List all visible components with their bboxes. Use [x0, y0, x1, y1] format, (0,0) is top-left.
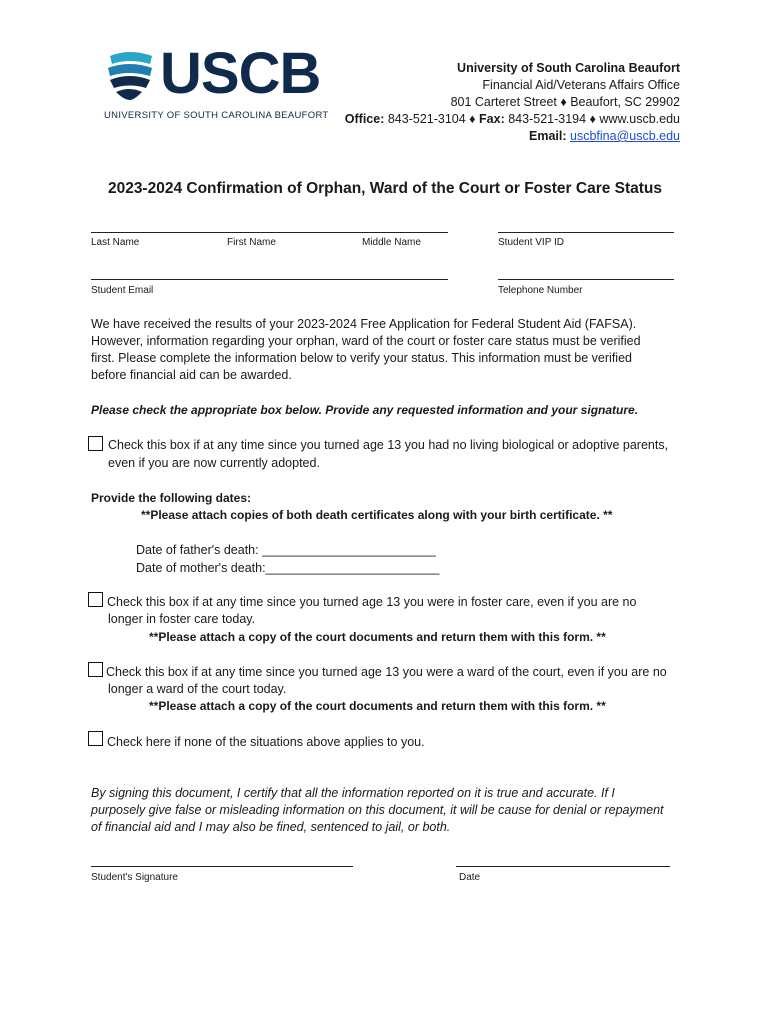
ward-of-court-checkbox[interactable]: [88, 662, 103, 677]
ward-text: Check this box if at any time since you turned age 13 you were a ward of the court, even if you are no: [106, 665, 667, 679]
signature-line[interactable]: [91, 866, 353, 867]
foster-text: longer in foster care today.: [108, 612, 256, 626]
wave-emblem-icon: [104, 50, 156, 100]
intro-line: We have received the results of your 2023-2024 Free Application for Federal Student Aid (FAFSA).: [91, 317, 637, 331]
ward-text: longer a ward of the court today.: [108, 682, 287, 696]
phone-line: [345, 111, 680, 128]
orphan-checkbox[interactable]: [88, 436, 103, 451]
intro-line: first. Please complete the information below to verify your status. This information must be verified: [91, 351, 632, 365]
first-name-label: First Name: [227, 237, 276, 248]
name-line[interactable]: [91, 232, 448, 233]
attach-death-note: **Please attach copies of both death certificates along with your birth certificate. **: [141, 508, 613, 522]
foster-text: Check this box if at any time since you turned age 13 you were in foster care, even if you are no: [107, 595, 637, 609]
certification-line: purposely give false or misleading information on this document, it will be cause for denial or repayment: [91, 803, 664, 817]
certification-line: of financial aid and I may also be fined, sentenced to jail, or both.: [91, 820, 451, 834]
mother-death-date[interactable]: Date of mother's death:_________________________: [136, 561, 440, 575]
none-applies-checkbox[interactable]: [88, 731, 103, 746]
logo-wordmark: USCB: [160, 41, 321, 106]
page-title: 2023-2024 Confirmation of Orphan, Ward of the Court or Foster Care Status: [107, 180, 663, 197]
provide-dates: Provide the following dates:: [91, 491, 252, 505]
telephone-line[interactable]: [498, 279, 674, 280]
student-email-label: Student Email: [91, 285, 154, 296]
orphan-text: even if you are now currently adopted.: [108, 456, 320, 470]
attach-court-note: **Please attach a copy of the court documents and return them with this form. **: [149, 699, 606, 713]
vip-id-label: Student VIP ID: [498, 237, 564, 248]
telephone-label: Telephone Number: [498, 285, 583, 296]
office-name: Financial Aid/Veterans Affairs Office: [482, 78, 680, 92]
email-link[interactable]: uscbfina@uscb.edu: [570, 129, 680, 143]
fax-label: Fax:: [479, 112, 505, 126]
date-line[interactable]: [456, 866, 670, 867]
email-field-line[interactable]: [91, 279, 448, 280]
office-label: Office:: [344, 112, 385, 126]
foster-care-checkbox[interactable]: [88, 592, 103, 607]
date-label: Date: [459, 872, 481, 883]
street-address: 801 Carteret Street ♦ Beaufort, SC 29902: [450, 95, 680, 109]
email-label: Email:: [529, 129, 567, 143]
fax-phone: 843-521-3194: [508, 112, 587, 126]
attach-court-note: **Please attach a copy of the court documents and return them with this form. **: [149, 630, 606, 644]
intro-line: However, information regarding your orphan, ward of the court or foster care status must be verified: [91, 334, 641, 348]
website: ♦ www.uscb.edu: [586, 112, 680, 126]
middle-name-label: Middle Name: [362, 237, 421, 248]
certification-line: By signing this document, I certify that all the information reported on it is true and accurate. If I: [91, 786, 615, 800]
none-text: Check here if none of the situations above applies to you.: [107, 735, 425, 749]
last-name-label: Last Name: [91, 237, 140, 248]
intro-line: before financial aid can be awarded.: [91, 368, 292, 382]
signature-label: Student's Signature: [91, 872, 178, 883]
office-phone: 843-521-3104: [387, 112, 466, 126]
vip-id-line[interactable]: [498, 232, 674, 233]
logo-subtext: UNIVERSITY OF SOUTH CAROLINA BEAUFORT: [104, 110, 329, 121]
university-name: University of South Carolina Beaufort: [457, 61, 680, 75]
email-line: [529, 128, 680, 145]
father-death-date[interactable]: Date of father's death: _________________________: [136, 543, 436, 557]
uscb-logo: [104, 41, 329, 122]
instruction: Please check the appropriate box below. Provide any requested information and your signature.: [91, 403, 639, 417]
separator: ♦: [465, 112, 480, 126]
orphan-text: Check this box if at any time since you turned age 13 you had no living biological or adoptive parents,: [108, 438, 669, 452]
